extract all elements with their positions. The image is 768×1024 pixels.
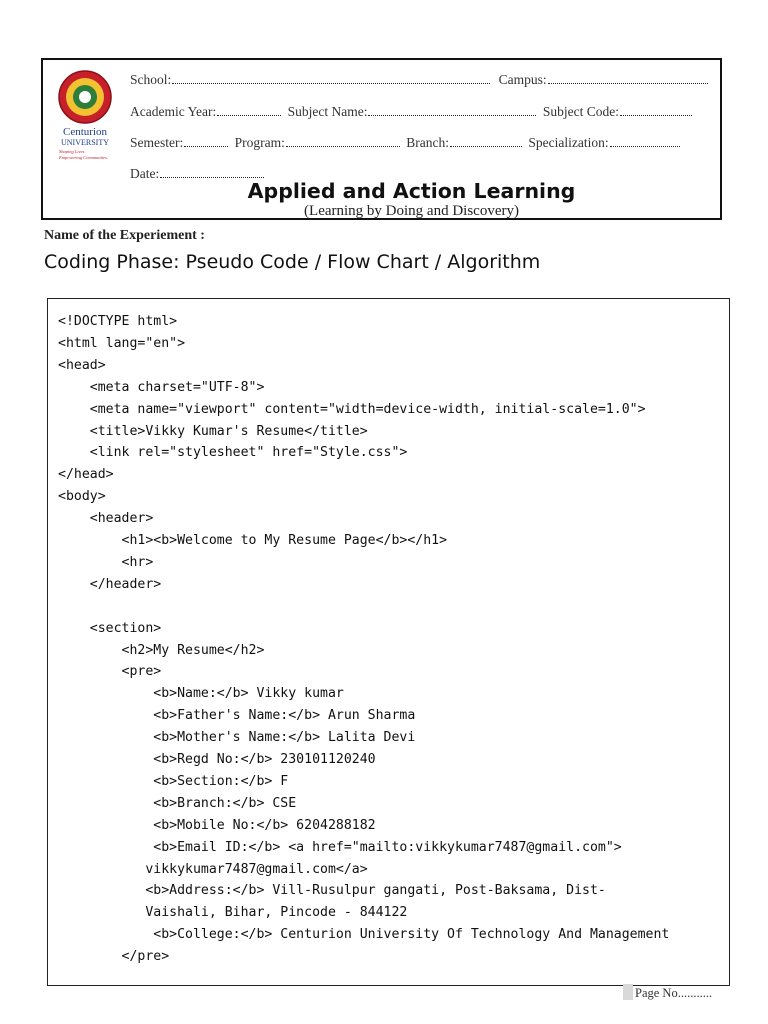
subject-name-field[interactable] — [368, 105, 536, 116]
semester-label: Semester: — [130, 135, 184, 150]
branch-label: Branch: — [406, 135, 449, 150]
specialization-field[interactable] — [610, 136, 680, 147]
code-line: </header> — [58, 576, 162, 592]
code-line: <meta charset="UTF-8"> — [58, 379, 265, 395]
page-marker — [623, 984, 633, 1000]
page-number — [623, 984, 712, 1001]
svg-text:UNIVERSITY: UNIVERSITY — [61, 138, 109, 147]
svg-text:Centurion: Centurion — [63, 126, 107, 138]
code-line: <hr> — [58, 554, 154, 570]
code-line: <b>Name:</b> Vikky kumar — [58, 686, 344, 702]
code-line: <b>Mobile No:</b> 6204288182 — [58, 817, 376, 833]
code-line: <html lang="en"> — [58, 335, 186, 351]
code-box — [47, 298, 730, 986]
code-line: <header> — [58, 511, 154, 527]
code-line: <b>Address:</b> Vill-Rusulpur gangati, Post-Baksama, Dist- — [58, 883, 606, 899]
code-line: <meta name="viewport" content="width=device-width, initial-scale=1.0"> — [58, 401, 646, 417]
code-line: </head> — [58, 467, 114, 483]
experiment-name-label: Name of the Experiement : — [44, 228, 205, 243]
code-line: <body> — [58, 489, 106, 505]
school-label: School: — [130, 72, 172, 87]
date-label: Date: — [130, 166, 160, 181]
specialization-label: Specialization: — [528, 135, 609, 150]
subject-name-label: Subject Name: — [287, 104, 368, 119]
school-field[interactable] — [172, 73, 490, 84]
code-line: <pre> — [58, 664, 162, 680]
page-title: Coding Phase: Pseudo Code / Flow Chart / Algorithm — [44, 251, 541, 273]
svg-text:Empowering Communities.: Empowering Communities. — [59, 155, 108, 160]
subject-code-field[interactable] — [620, 105, 692, 116]
code-line: <b>Mother's Name:</b> Lalita Devi — [58, 730, 416, 746]
code-line: <h2>My Resume</h2> — [58, 642, 265, 658]
semester-field[interactable] — [184, 136, 228, 147]
university-logo — [53, 65, 117, 165]
date-field[interactable] — [160, 167, 264, 178]
campus-field[interactable] — [548, 73, 708, 84]
academic-year-label: Academic Year: — [130, 104, 217, 119]
subject-code-label: Subject Code: — [542, 104, 619, 119]
header-box — [41, 58, 722, 220]
form-row-semester — [130, 135, 681, 151]
banner-subtitle: (Learning by Doing and Discovery) — [304, 203, 519, 219]
code-line: <b>College:</b> Centurion University Of Technology And Management — [58, 927, 670, 943]
program-label: Program: — [234, 135, 285, 150]
code-line: <section> — [58, 620, 162, 636]
code-line: <h1><b>Welcome to My Resume Page</b></h1> — [58, 533, 448, 548]
code-line: <title>Vikky Kumar's Resume</title> — [58, 423, 368, 439]
code-line: Vaishali, Bihar, Pincode - 844122 — [58, 905, 408, 921]
code-line: <b>Section:</b> F — [58, 773, 289, 789]
program-field[interactable] — [286, 136, 400, 147]
code-line: <b>Email ID:</b> <a href="mailto:vikkykumar7487@gmail.com"> — [58, 839, 622, 855]
campus-label: Campus: — [498, 72, 547, 87]
academic-year-field[interactable] — [217, 105, 281, 116]
code-line: <!DOCTYPE html> — [58, 314, 178, 329]
code-line: <b>Father's Name:</b> Arun Sharma — [58, 708, 416, 724]
code-line: </pre> — [58, 949, 170, 965]
svg-text:Shaping Lives.: Shaping Lives. — [59, 149, 86, 154]
code-line: <head> — [58, 357, 106, 373]
code-line: vikkykumar7487@gmail.com</a> — [58, 861, 368, 877]
code-line: <b>Branch:</b> CSE — [58, 795, 297, 811]
page-number-label: Page No........... — [635, 986, 713, 1000]
branch-field[interactable] — [450, 136, 522, 147]
form-row-academic — [130, 104, 693, 120]
form-row-school — [130, 72, 709, 88]
code-line: <link rel="stylesheet" href="Style.css"> — [58, 445, 408, 461]
code-line: <b>Regd No:</b> 230101120240 — [58, 752, 376, 767]
banner-title: Applied and Action Learning — [247, 179, 576, 203]
